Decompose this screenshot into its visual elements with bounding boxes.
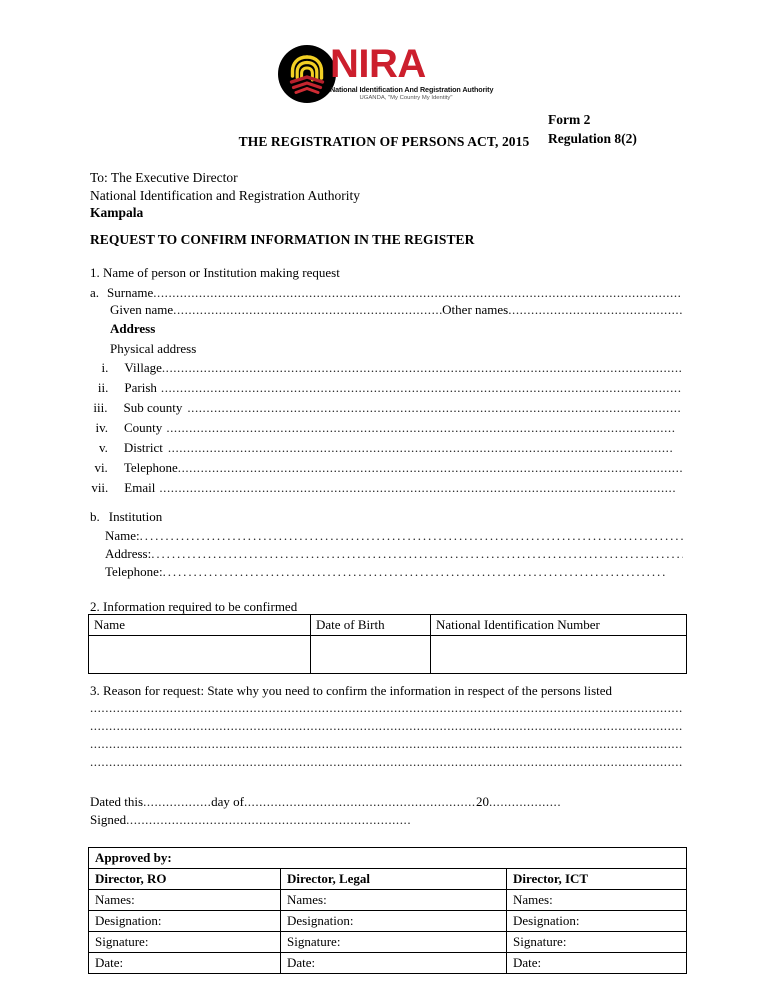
section2-heading: 2. Information required to be confirmed — [90, 599, 298, 614]
email-input-line[interactable] — [159, 480, 677, 496]
list-item-numeral: vii. — [91, 480, 109, 495]
legal-signature-field[interactable]: Signature: — [281, 932, 507, 953]
information-table — [88, 614, 687, 674]
reason-line-2[interactable] — [90, 717, 682, 734]
column-header-dob: Date of Birth — [311, 615, 431, 636]
institution-telephone-label: Telephone: — [105, 564, 163, 579]
nira-logo — [278, 42, 500, 113]
institution-address-input-line[interactable] — [151, 545, 683, 562]
ro-date-field[interactable]: Date: — [89, 953, 281, 974]
approval-designation-row — [89, 911, 687, 932]
surname-input-line[interactable] — [153, 284, 682, 301]
logo-subtitle: National Identification And Registration Authority — [330, 85, 494, 94]
ict-date-field[interactable]: Date: — [507, 953, 687, 974]
list-item-label: Sub county — [123, 400, 183, 415]
ict-designation-field[interactable]: Designation: — [507, 911, 687, 932]
dated-row — [90, 793, 620, 811]
cell-dob[interactable] — [311, 636, 431, 674]
institution-telephone-input-line[interactable] — [163, 563, 665, 580]
approval-date-row — [89, 953, 687, 974]
fingerprint-logo-icon — [278, 45, 336, 103]
dated-label: Dated this — [90, 794, 144, 809]
act-title: THE REGISTRATION OF PERSONS ACT, 2015 — [238, 134, 530, 149]
given-name-field-row — [110, 301, 682, 319]
list-item-numeral: v. — [98, 440, 108, 455]
approval-table — [88, 847, 687, 974]
list-item-label: District — [123, 440, 163, 455]
list-item-numeral: i. — [101, 360, 109, 375]
addressee-line-1: To: The Executive Director — [90, 170, 238, 185]
surname-label: Surname — [107, 285, 154, 300]
list-item — [90, 480, 682, 500]
ro-designation-field[interactable]: Designation: — [89, 911, 281, 932]
logo-tagline: UGANDA, "My Country My Identity" — [359, 95, 453, 101]
cell-nin[interactable] — [431, 636, 687, 674]
column-header-nin: National Identification Number — [431, 615, 687, 636]
list-item-label: Parish — [124, 380, 157, 395]
section1-heading: 1. Name of person or Institution making request — [90, 265, 340, 280]
logo-wordmark: NIRA — [330, 42, 426, 86]
legal-designation-field[interactable]: Designation: — [281, 911, 507, 932]
institution-name-label: Name: — [105, 528, 140, 543]
approval-names-row — [89, 890, 687, 911]
village-input-line[interactable] — [162, 360, 682, 376]
surname-field-row — [90, 284, 682, 302]
institution-address-row — [105, 545, 683, 563]
list-item — [90, 440, 682, 460]
institution-address-label: Address: — [105, 546, 152, 561]
list-item-numeral: iv. — [95, 420, 109, 435]
reason-line-1[interactable] — [90, 699, 682, 716]
signed-row — [90, 811, 410, 829]
address-label: Address — [110, 321, 156, 336]
reason-line-3[interactable] — [90, 735, 682, 752]
list-item — [90, 460, 682, 480]
director-legal-label: Director, Legal — [281, 869, 507, 890]
ict-names-field[interactable]: Names: — [507, 890, 687, 911]
institution-telephone-row — [105, 563, 665, 581]
other-names-input-line[interactable] — [508, 301, 682, 318]
table-header-row — [89, 615, 687, 636]
list-item-label: Email — [124, 480, 156, 495]
ict-signature-field[interactable]: Signature: — [507, 932, 687, 953]
list-item-label: Village — [124, 360, 162, 375]
other-names-label: Other names — [442, 302, 509, 317]
day-input-line[interactable] — [143, 793, 211, 810]
list-item-numeral: vi. — [94, 460, 108, 475]
ro-names-field[interactable]: Names: — [89, 890, 281, 911]
list-item-numeral: iii. — [93, 400, 108, 415]
cell-name[interactable] — [89, 636, 311, 674]
approval-signature-row — [89, 932, 687, 953]
year-input-line[interactable] — [489, 793, 561, 810]
signed-label: Signed — [90, 812, 127, 827]
addressee-line-2: National Identification and Registration Authority — [90, 187, 360, 203]
request-title: REQUEST TO CONFIRM INFORMATION IN THE REGISTER — [90, 232, 475, 247]
month-input-line[interactable] — [244, 793, 476, 810]
signature-input-line[interactable] — [126, 811, 410, 828]
list-item-label: Telephone — [123, 460, 178, 475]
given-name-input-line[interactable] — [173, 301, 442, 318]
district-input-line[interactable] — [168, 440, 673, 456]
institution-name-input-line[interactable] — [140, 527, 683, 544]
day-of-label: day of — [211, 794, 244, 809]
addressee-block — [90, 169, 360, 222]
table-row — [89, 636, 687, 674]
physical-address-label: Physical address — [110, 341, 197, 356]
legal-date-field[interactable]: Date: — [281, 953, 507, 974]
regulation-number: Regulation 8(2) — [548, 131, 637, 146]
legal-names-field[interactable]: Names: — [281, 890, 507, 911]
physical-address-list — [90, 360, 682, 500]
given-name-label: Given name — [110, 302, 174, 317]
item-b-marker: b. — [90, 509, 100, 524]
institution-name-row — [105, 527, 683, 545]
director-ict-label: Director, ICT — [507, 869, 687, 890]
approval-title-row — [89, 848, 687, 869]
year-prefix-label: 20 — [475, 794, 489, 809]
reason-line-4[interactable] — [90, 753, 682, 770]
list-item-numeral: ii. — [97, 380, 109, 395]
addressee-line-3: Kampala — [90, 205, 144, 220]
county-input-line[interactable] — [166, 420, 676, 436]
approval-director-row — [89, 869, 687, 890]
director-ro-label: Director, RO — [89, 869, 281, 890]
ro-signature-field[interactable]: Signature: — [89, 932, 281, 953]
column-header-name: Name — [89, 615, 311, 636]
list-item — [90, 400, 682, 420]
logo-text-block — [330, 43, 502, 102]
item-a-marker: a. — [90, 285, 100, 300]
approved-by-label: Approved by: — [89, 848, 687, 869]
reason-input-area — [90, 699, 682, 771]
institution-heading-row — [90, 508, 162, 525]
section3-heading: 3. Reason for request: State why you need to confirm the information in respect of the persons listed — [90, 683, 613, 698]
telephone-input-line[interactable] — [178, 460, 682, 476]
list-item — [90, 360, 682, 380]
sub-county-input-line[interactable] — [187, 400, 682, 416]
list-item — [90, 420, 682, 440]
form-number: Form 2 — [548, 112, 591, 127]
list-item-label: County — [124, 420, 163, 435]
list-item — [90, 380, 682, 400]
parish-input-line[interactable] — [161, 380, 682, 396]
institution-label: Institution — [108, 509, 163, 524]
